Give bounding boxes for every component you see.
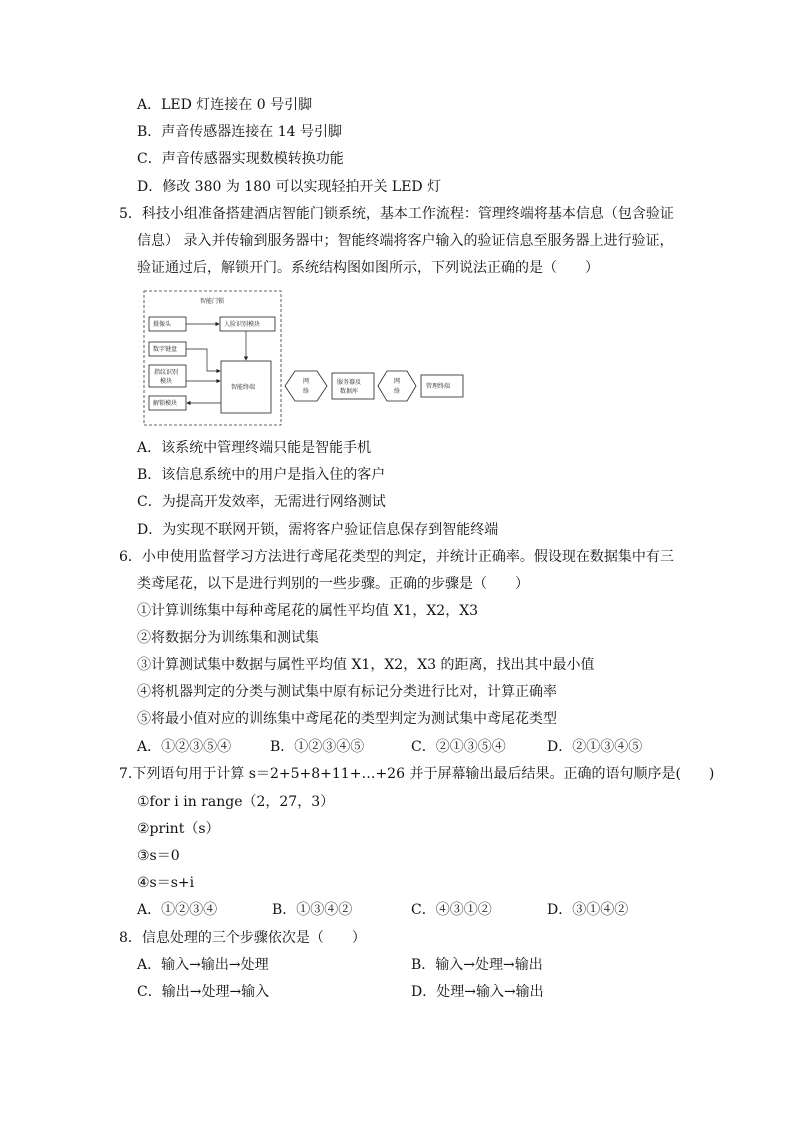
q8-option-d: D．处理→输入→输出 (411, 984, 544, 1000)
network-2-shape (378, 371, 416, 401)
q7-step-3: ③s＝0 (137, 848, 180, 864)
q5-stem-line-1: 5．科技小组准备搭建酒店智能门锁系统，基本工作流程：管理终端将基本信息（包含验证 (119, 206, 674, 222)
fingerprint-label-1: 指纹识别 (154, 369, 179, 376)
fingerprint-label-2: 模块 (160, 378, 173, 385)
q8-option-b: B．输入→处理→输出 (411, 957, 543, 973)
q7-option-a: A．①②③④ (137, 902, 218, 918)
q6-option-a: A．①②③⑤④ (137, 739, 232, 755)
network-1-label-2: 络 (303, 388, 310, 395)
unlock-module-label: 解锁模块 (153, 400, 178, 407)
q7-option-b: B．①③④② (272, 902, 353, 918)
q4-option-b: B．声音传感器连接在 14 号引脚 (137, 124, 343, 140)
q8-option-c: C．输出→处理→输入 (137, 984, 270, 1000)
q6-step-5: ⑤将最小值对应的训练集中鸢尾花的类型判定为测试集中鸢尾花类型 (137, 711, 557, 727)
q7-option-d: D．③①④② (547, 902, 629, 918)
q5-stem-line-2: 信息） 录入并传输到服务器中；智能终端将客户输入的验证信息至服务器上进行验证， (137, 233, 674, 249)
q6-option-b: B．①②③④⑤ (270, 739, 365, 755)
network-1-shape (285, 371, 327, 401)
smart-terminal-label: 智能终端 (231, 384, 256, 391)
q5-option-d: D．为实现不联网开锁，需将客户验证信息保存到智能终端 (137, 522, 499, 538)
q6-stem-line-1: 6．小申使用监督学习方法进行鸢尾花类型的判定，并统计正确率。假设现在数据集中有三 (119, 549, 674, 565)
smart-lock-group-title: 智能门锁 (200, 298, 225, 305)
q8-option-a: A．输入→输出→处理 (137, 957, 269, 973)
q8-stem: 8．信息处理的三个步骤依次是（ ） (119, 930, 366, 946)
q5-option-c: C．为提高开发效率，无需进行网络测试 (137, 494, 386, 510)
q4-option-d: D．修改 380 为 180 可以实现轻拍开关 LED 灯 (137, 179, 442, 195)
q7-option-c: C．④③①② (411, 902, 492, 918)
q6-option-d: D．②①③④⑤ (547, 739, 643, 755)
q6-step-3: ③计算测试集中数据与属性平均值 X1，X2，X3 的距离，找出其中最小值 (137, 657, 595, 673)
server-label-2: 数据库 (340, 388, 359, 395)
q5-option-a: A．该系统中管理终端只能是智能手机 (137, 440, 372, 456)
q6-stem-line-2: 类鸢尾花，以下是进行判别的一些步骤。正确的步骤是（ ） (137, 576, 529, 592)
q7-step-2: ②print（s） (137, 821, 220, 837)
server-database-box (332, 373, 374, 399)
q7-stem: 7.下列语句用于计算 s＝2+5+8+11+…+26 并于屏幕输出最后结果。正确的语句顺序是( ) (119, 766, 715, 782)
q6-step-1: ①计算训练集中每种鸢尾花的属性平均值 X1，X2，X3 (137, 603, 479, 619)
q7-step-1: ①for i in range（2，27，3） (137, 794, 335, 810)
q5-stem-line-3: 验证通过后，解锁开门。系统结构图如图所示，下列说法正确的是（ ） (137, 260, 599, 276)
face-module-label: 人脸识别模块 (224, 321, 261, 328)
server-label-1: 服务器及 (337, 379, 362, 386)
network-2-label-2: 络 (394, 388, 401, 395)
q4-option-c: C．声音传感器实现数模转换功能 (137, 151, 344, 167)
system-structure-diagram (142, 289, 472, 429)
management-terminal-label: 管理终端 (426, 383, 451, 390)
network-2-label-1: 网 (394, 378, 401, 385)
q6-step-2: ②将数据分为训练集和测试集 (137, 630, 319, 646)
network-1-label-1: 网 (303, 378, 310, 385)
q7-step-4: ④s＝s+i (137, 875, 195, 891)
camera-label: 摄像头 (153, 321, 172, 328)
q4-option-a: A．LED 灯连接在 0 号引脚 (137, 97, 313, 113)
q6-step-4: ④将机器判定的分类与测试集中原有标记分类进行比对，计算正确率 (137, 684, 557, 700)
q5-option-b: B．该信息系统中的用户是指入住的客户 (137, 467, 386, 483)
q6-option-c: C．②①③⑤④ (411, 739, 506, 755)
keypad-label: 数字键盘 (153, 346, 178, 353)
